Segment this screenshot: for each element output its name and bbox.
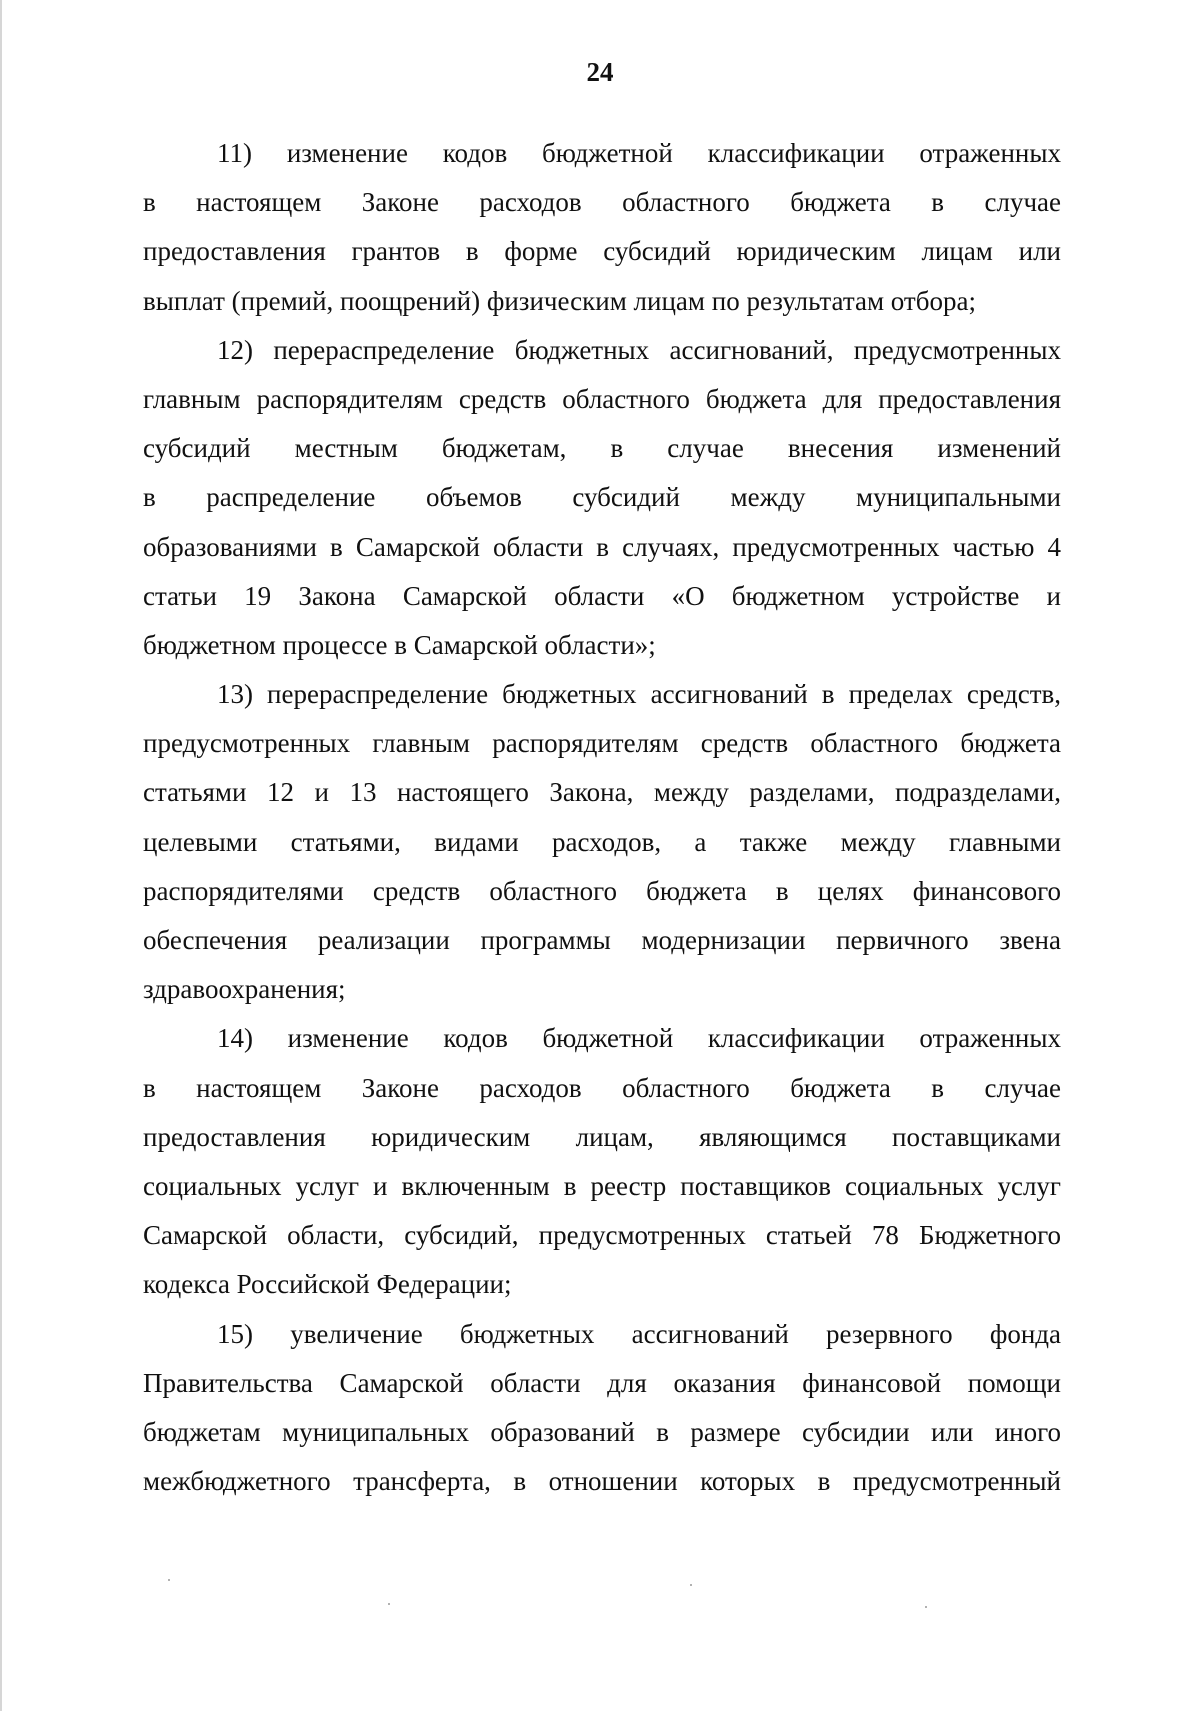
scan-edge-shadow xyxy=(0,0,2,1711)
text-line: статьями 12 и 13 настоящего Закона, между разделами, подразделами, xyxy=(143,777,1061,808)
paragraph-item-14 xyxy=(143,1014,1061,1309)
text-line: в настоящем Законе расходов областного бюджета в случае xyxy=(143,187,1061,218)
text-line: в настоящем Законе расходов областного бюджета в случае xyxy=(143,1072,1061,1103)
text-line: 12) перераспределение бюджетных ассигнований, предусмотренных xyxy=(217,334,1061,365)
text-line: 14) изменение кодов бюджетной классификации отраженных xyxy=(217,1023,1061,1054)
paragraph-item-12 xyxy=(143,326,1061,670)
text-line: межбюджетного трансферта, в отношении которых в предусмотренный xyxy=(143,1466,1061,1497)
page-number: 24 xyxy=(586,57,614,87)
text-line: кодекса Российской Федерации; xyxy=(143,1269,512,1300)
text-line: образованиями в Самарской области в случаях, предусмотренных частью 4 xyxy=(143,531,1061,562)
text-line: выплат (премий, поощрений) физическим лицам по результатам отбора; xyxy=(143,285,976,316)
text-line: социальных услуг и включенным в реестр поставщиков социальных услуг xyxy=(143,1170,1061,1201)
paragraph-item-11 xyxy=(143,129,1061,326)
text-line: субсидий местным бюджетам, в случае внесения изменений xyxy=(143,433,1061,464)
text-line: бюджетном процессе в Самарской области»; xyxy=(143,629,656,660)
text-line: статьи 19 Закона Самарской области «О бюджетном устройстве и xyxy=(143,580,1061,611)
text-line: бюджетам муниципальных образований в размере субсидии или иного xyxy=(143,1416,1061,1447)
text-line: целевыми статьями, видами расходов, а также между главными xyxy=(143,826,1061,857)
text-line: 11) изменение кодов бюджетной классификации отраженных xyxy=(217,138,1061,168)
scan-speck xyxy=(690,1584,692,1586)
text-line: главным распорядителям средств областного бюджета для предоставления xyxy=(143,383,1061,414)
text-line: предоставления грантов в форме субсидий юридическим лицам или xyxy=(143,236,1061,267)
text-line: 13) перераспределение бюджетных ассигнований в пределах средств, xyxy=(217,679,1061,710)
text-line: обеспечения реализации программы модернизации первичного звена xyxy=(143,925,1061,955)
paragraph-item-13 xyxy=(143,670,1061,1014)
text-line: распорядителями средств областного бюджета в целях финансового xyxy=(143,875,1061,906)
text-line: Самарской области, субсидий, предусмотренных статьей 78 Бюджетного xyxy=(143,1220,1061,1251)
scan-speck xyxy=(168,1579,170,1581)
text-line: Правительства Самарской области для оказания финансовой помощи xyxy=(143,1367,1061,1398)
text-line: предусмотренных главным распорядителям средств областного бюджета xyxy=(143,728,1061,759)
scan-speck xyxy=(388,1603,390,1605)
text-line: 15) увеличение бюджетных ассигнований резервного фонда xyxy=(217,1318,1061,1349)
text-line: в распределение объемов субсидий между муниципальными xyxy=(143,482,1061,513)
document-body xyxy=(143,129,1061,1506)
text-line: здравоохранения; xyxy=(143,974,346,1005)
text-line: предоставления юридическим лицам, являющимся поставщиками xyxy=(143,1121,1061,1152)
scan-speck xyxy=(925,1606,927,1608)
paragraph-item-15 xyxy=(143,1310,1061,1507)
